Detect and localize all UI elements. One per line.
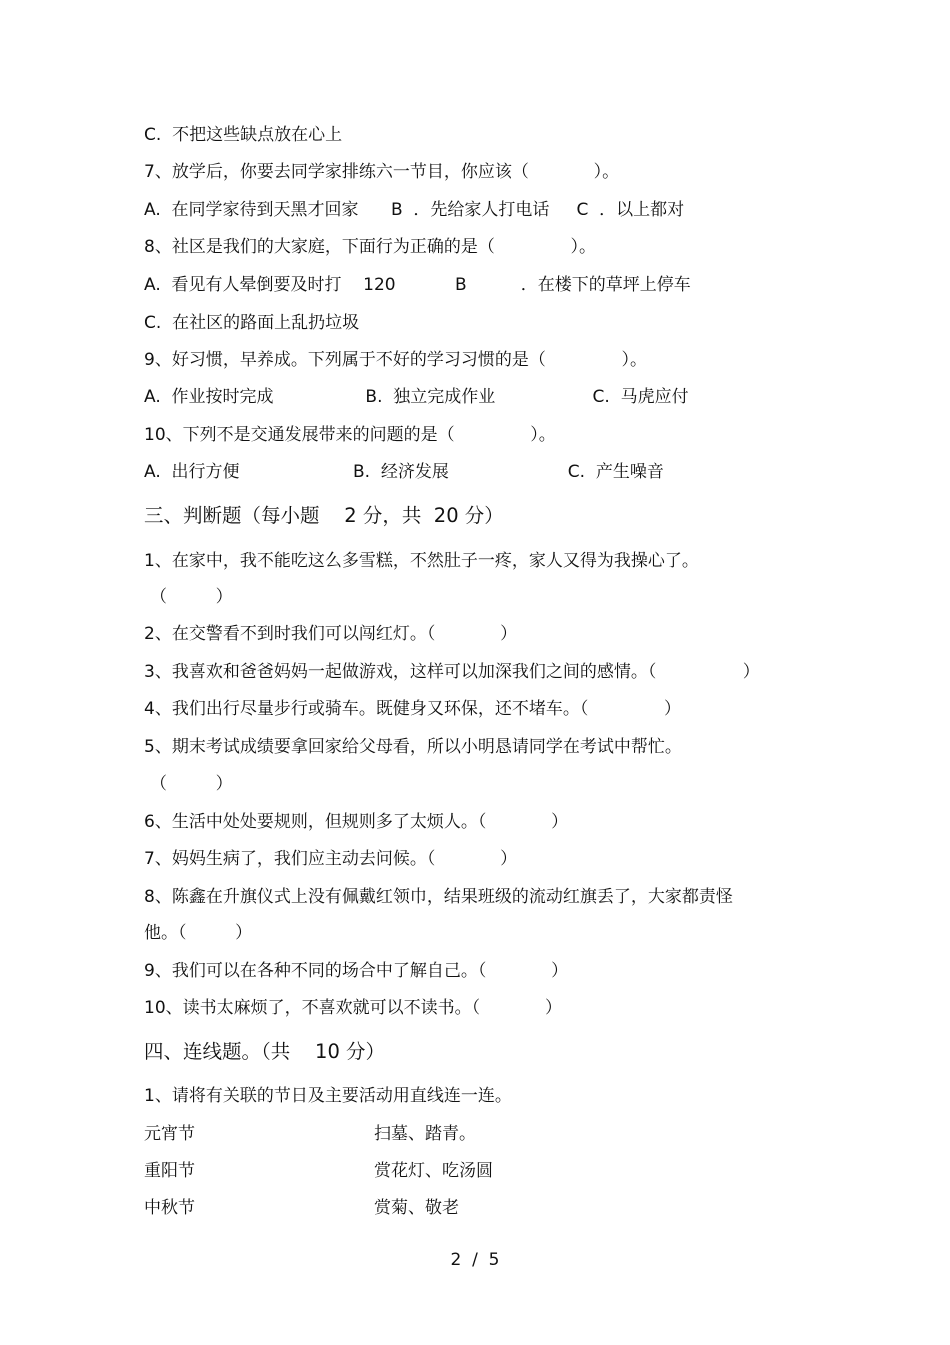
festival-name: 重阳节 xyxy=(144,1161,195,1181)
judgment-item-8: 8、陈鑫在升旗仪式上没有佩戴红领巾，结果班级的流动红旗丢了，大家都责怪 xyxy=(144,887,733,907)
judgment-item-10: 10、读书太麻烦了，不喜欢就可以不读书。（ ） xyxy=(144,998,562,1018)
section-heading-matching: 四、连线题。（共 10 分） xyxy=(144,1040,386,1063)
judgment-item-1: 1、在家中，我不能吃这么多雪糕，不然肚子一疼，家人又得为我操心了。 xyxy=(144,551,699,571)
option-line: C. 在社区的路面上乱扔垃圾 xyxy=(144,313,360,333)
judgment-item-9: 9、我们可以在各种不同的场合中了解自己。（ ） xyxy=(144,961,569,981)
festival-name: 中秋节 xyxy=(144,1198,195,1218)
option-line: A. 作业按时完成 B. 独立完成作业 C. 马虎应付 xyxy=(144,387,689,407)
judgment-item-3: 3、我喜欢和爸爸妈妈一起做游戏，这样可以加深我们之间的感情。（ ） xyxy=(144,662,760,682)
question-10: 10、下列不是交通发展带来的问题的是（ ）。 xyxy=(144,425,556,445)
judgment-item-4: 4、我们出行尽量步行或骑车。既健身又环保，还不堵车。（ ） xyxy=(144,699,681,719)
option-line: A. 看见有人晕倒要及时打 120 B ．在楼下的草坪上停车 xyxy=(144,275,691,295)
matching-instruction: 1、请将有关联的节日及主要活动用直线连一连。 xyxy=(144,1086,512,1106)
option-line: A. 在同学家待到天黑才回家 B ．先给家人打电话 C ．以上都对 xyxy=(144,200,685,220)
section-heading-judgment: 三、判断题（每小题 2 分，共 20 分） xyxy=(144,504,504,527)
question-9: 9、好习惯，早养成。下列属于不好的学习习惯的是（ ）。 xyxy=(144,350,647,370)
answer-blank: （ ） xyxy=(150,774,233,794)
judgment-item-7: 7、妈妈生病了，我们应主动去问候。（ ） xyxy=(144,849,518,869)
option-line: C. 不把这些缺点放在心上 xyxy=(144,125,343,145)
festival-activity: 扫墓、踏青。 xyxy=(374,1124,476,1144)
option-line: A. 出行方便 B. 经济发展 C. 产生噪音 xyxy=(144,462,664,482)
question-8: 8、社区是我们的大家庭，下面行为正确的是（ ）。 xyxy=(144,237,596,257)
judgment-item-5: 5、期末考试成绩要拿回家给父母看，所以小明恳请同学在考试中帮忙。 xyxy=(144,737,682,757)
judgment-item-8-cont: 他。（ ） xyxy=(144,923,253,943)
question-7: 7、放学后，你要去同学家排练六一节目，你应该（ ）。 xyxy=(144,162,620,182)
page-number: 2 / 5 xyxy=(450,1250,500,1270)
festival-name: 元宵节 xyxy=(144,1124,195,1144)
answer-blank: （ ） xyxy=(150,587,233,607)
festival-activity: 赏菊、敬老 xyxy=(374,1198,459,1218)
judgment-item-2: 2、在交警看不到时我们可以闯红灯。（ ） xyxy=(144,624,518,644)
judgment-item-6: 6、生活中处处要规则，但规则多了太烦人。（ ） xyxy=(144,812,569,832)
festival-activity: 赏花灯、吃汤圆 xyxy=(374,1161,493,1181)
